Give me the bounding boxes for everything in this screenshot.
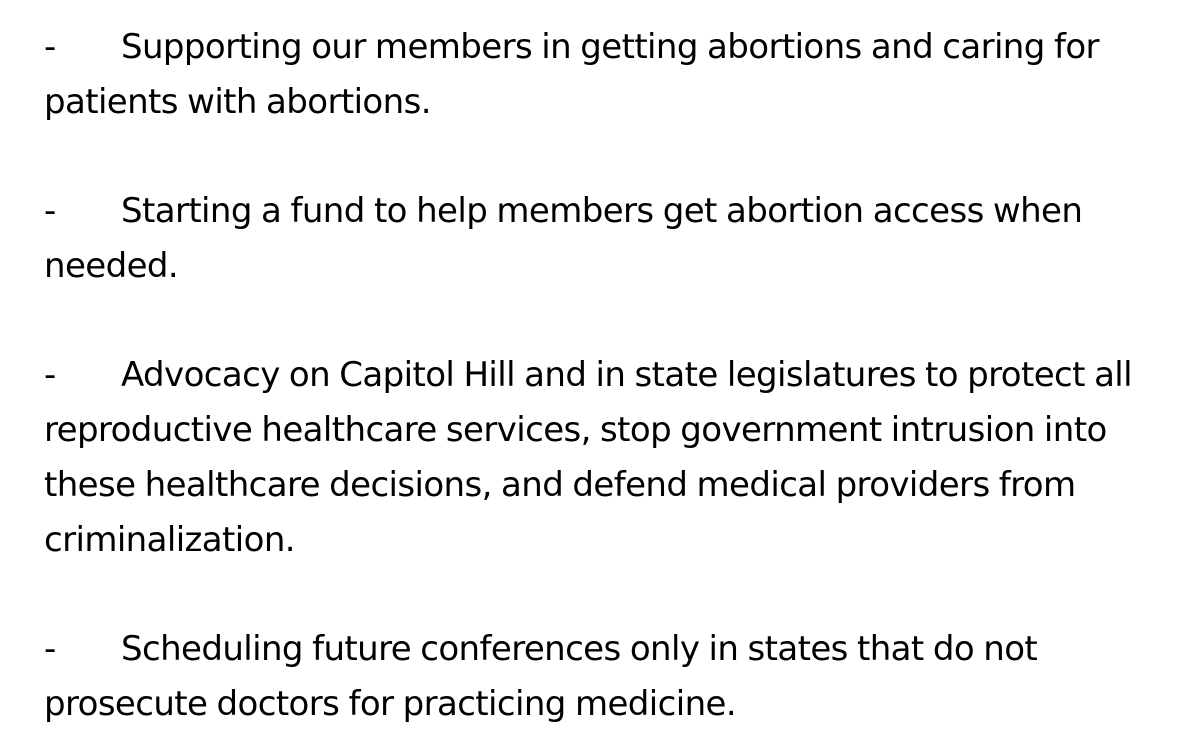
list-item-text: Supporting our members in getting abortions and caring for patients with abortions. — [44, 27, 1099, 122]
list-item-text: Scheduling future conferences only in states that do not prosecute doctors for practicing medicine. — [44, 629, 1038, 724]
list-item — [44, 20, 1164, 130]
bullet-dash: - — [44, 27, 56, 67]
bullet-dash: - — [44, 355, 56, 395]
bullet-dash: - — [44, 629, 56, 669]
list-item-text: Advocacy on Capitol Hill and in state legislatures to protect all reproductive healthcare services, stop government intrusion into these healthcare decisions, and defend medical providers from criminalization. — [44, 355, 1132, 560]
list-item-text: Starting a fund to help members get abortion access when needed. — [44, 191, 1083, 286]
list-item — [44, 184, 1164, 294]
bullet-dash: - — [44, 191, 56, 231]
document-body — [44, 20, 1164, 732]
list-item — [44, 348, 1164, 568]
list-item — [44, 622, 1164, 732]
